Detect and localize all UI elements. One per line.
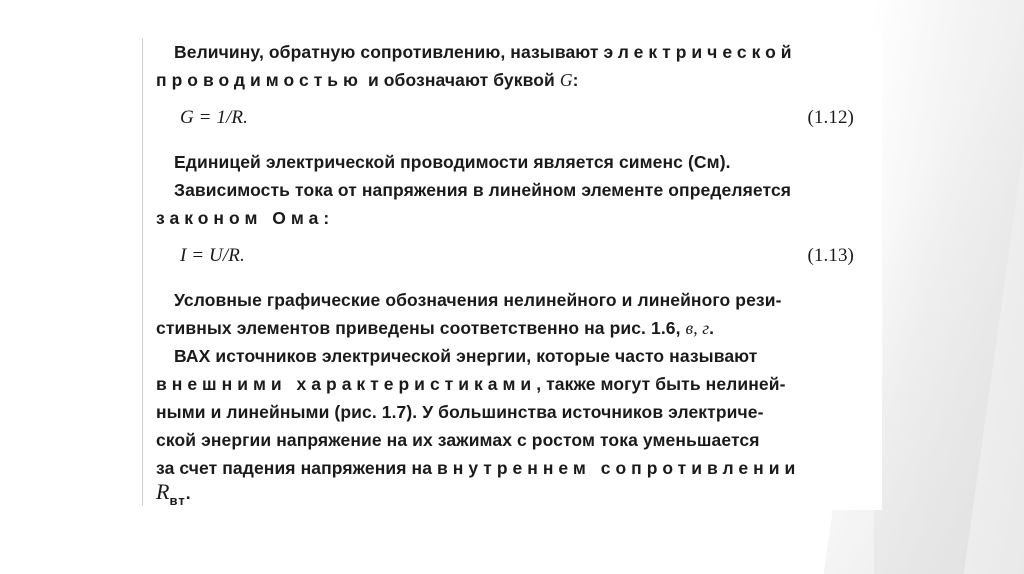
paragraph-5-line-1	[174, 344, 868, 368]
spaced-term-internal-resistance: внутреннем сопротивлении	[437, 458, 801, 478]
paragraph-5-line-2	[156, 372, 868, 396]
page-margin-line	[142, 38, 143, 506]
paragraph-3-line-2	[156, 206, 868, 230]
paragraph-4-line-1	[174, 288, 868, 312]
paragraph-2	[174, 150, 868, 174]
text-span: , также могут быть нелиней-	[536, 374, 786, 394]
text-span: Зависимость тока от напряжения в линейном элементе определяется	[174, 180, 792, 200]
symbol-r: R	[156, 479, 170, 504]
text-span: за счет падения напряжения на	[156, 458, 438, 478]
slide-background-decoration	[874, 0, 1024, 574]
paragraph-4-line-2	[156, 316, 868, 340]
spaced-term-electric: электрической	[603, 42, 797, 62]
equation-number: (1.13)	[807, 245, 854, 266]
text-span: и обозначают буквой	[362, 70, 560, 90]
symbol-g: G	[559, 70, 573, 90]
text-span: Величину, обратную сопротивлению, называют	[174, 42, 604, 62]
equation-1-13	[156, 244, 868, 270]
paragraph-5-line-4	[156, 428, 868, 452]
text-span: .	[709, 318, 715, 338]
text-span: стивных элементов приведены соответственно на рис. 1.6,	[156, 318, 686, 338]
text-span: .	[185, 483, 191, 503]
paragraph-3-line-1	[174, 178, 868, 202]
text-span: Условные графические обозначения нелинейного и линейного рези-	[174, 290, 782, 310]
paragraph-5-line-6	[156, 480, 868, 507]
text-span: ВАХ источников электрической энергии, которые часто называют	[174, 346, 758, 366]
text-span: ской энергии напряжение на их зажимах с ростом тока уменьшается	[156, 430, 760, 450]
formula: G = 1/R.	[180, 107, 248, 128]
text-span: Единицей электрической проводимости является сименс (См).	[174, 152, 731, 172]
spaced-term-conductance: проводимостью	[156, 70, 363, 90]
paragraph-5-line-5	[156, 456, 868, 480]
formula: I = U/R.	[180, 245, 245, 266]
equation-number: (1.12)	[807, 107, 854, 128]
text-span: :	[572, 70, 579, 90]
spaced-term-external-characteristics: внешними характеристиками	[156, 374, 537, 394]
spaced-term-ohm-law: законом Ома:	[156, 208, 335, 228]
paragraph-1-line-1	[174, 40, 868, 64]
document-page	[142, 30, 882, 510]
paragraph-1-line-2	[156, 68, 868, 92]
text-span: ными и линейными (рис. 1.7). У большинства источников электриче-	[156, 402, 764, 422]
equation-1-12	[156, 106, 868, 132]
figure-letters: в, г	[685, 318, 710, 338]
paragraph-5-line-3	[156, 400, 868, 424]
subscript-vt: вт	[169, 493, 186, 508]
